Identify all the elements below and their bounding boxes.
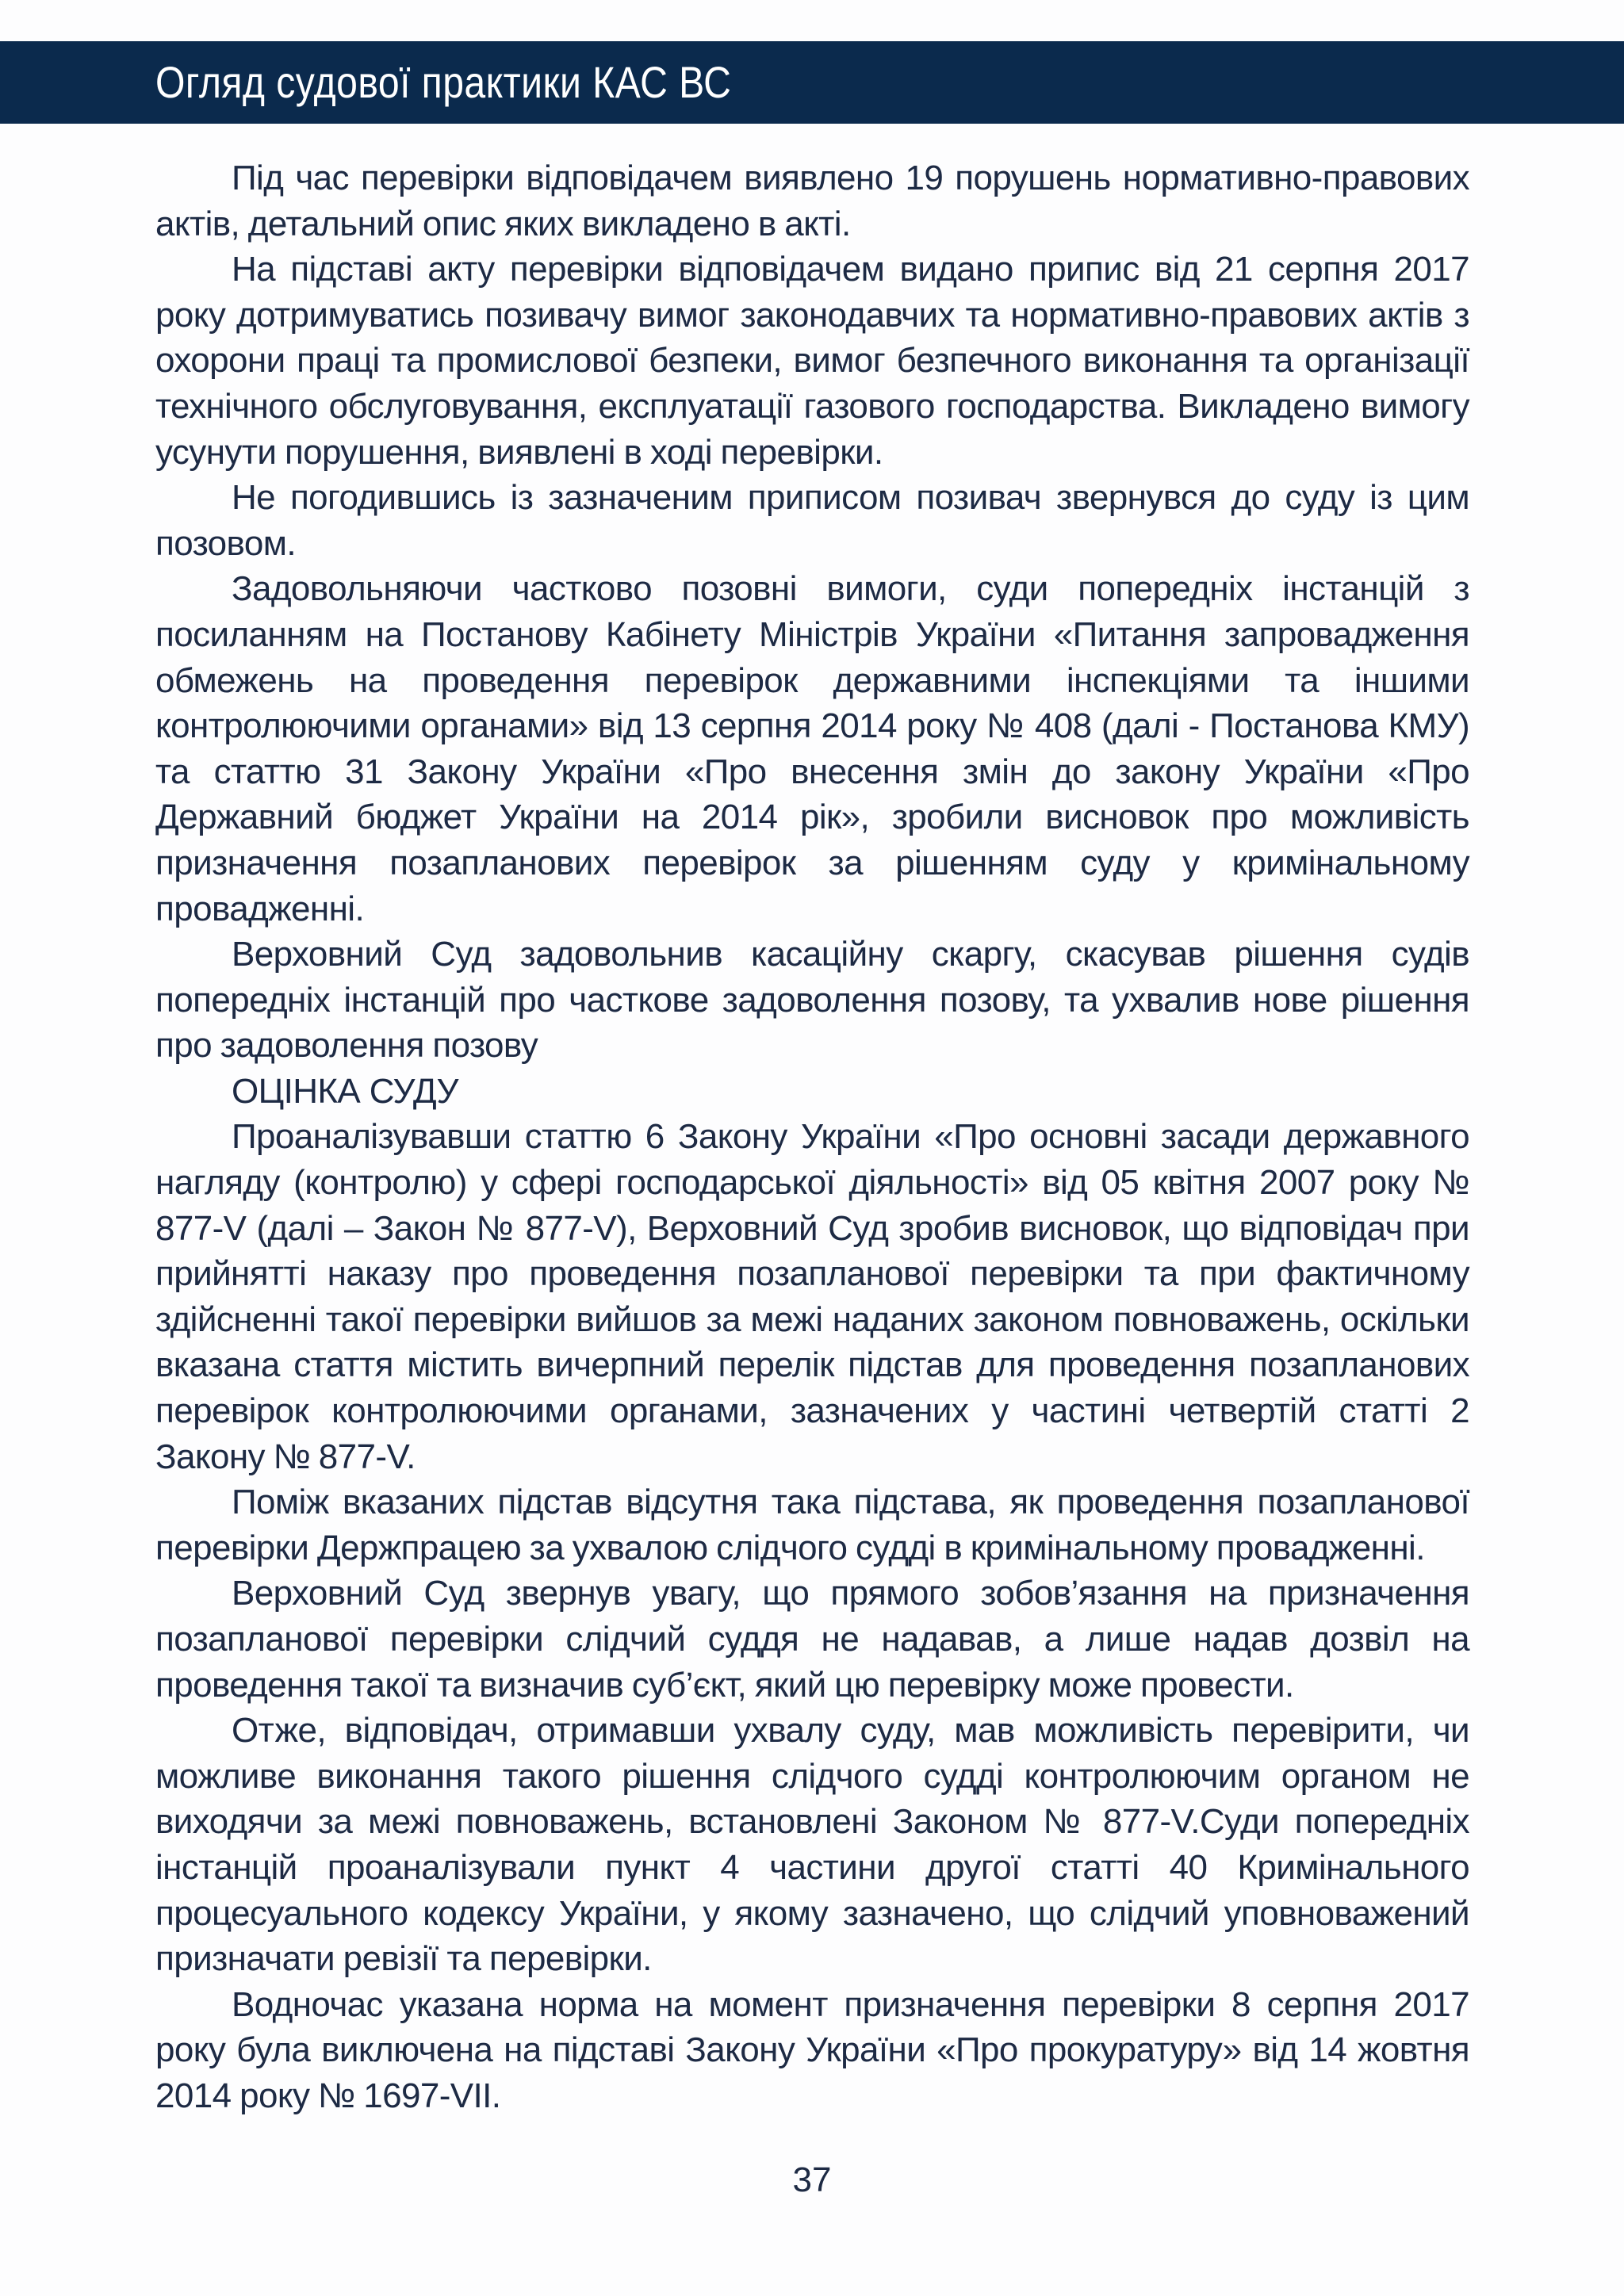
assessment-paragraph: Поміж вказаних підстав відсутня така підстава, як проведення позапланової перевірки Держпрацею за ухвалою слідчого судді в кримінальному провадженні. bbox=[155, 1483, 1469, 1567]
section-heading: ОЦІНКА СУДУ bbox=[232, 1071, 458, 1111]
page-number: 37 bbox=[792, 2160, 832, 2199]
body-paragraph: Задовольняючи частково позовні вимоги, суди попередніх інстанцій з посиланням на Постанову Кабінету Міністрів України «Питання запровадження обмежень на проведення перевірок державними інспекціями та іншими контролюючими органами» від 13 серпня 2014 року № 408 (далі - Постанова КМУ) та статтю 31 Закону України «Про внесення змін до закону України «Про Державний бюджет України на 2014 рік», зробили висновок про можливість призначення позапланових перевірок за рішенням суду у кримінальному провадженні. bbox=[155, 569, 1469, 928]
assessment-paragraph: Верховний Суд звернув увагу, що прямого зобов’язання на призначення позапланової перевірки слідчий суддя не надавав, а лише надав дозвіл на проведення такої та визначив суб’єкт, який цю перевірку може провести. bbox=[155, 1574, 1469, 1705]
assessment-paragraph: Отже, відповідач, отримавши ухвалу суду, мав можливість перевірити, чи можливе виконання такого рішення слідчого судді контролюючим органом не виходячи за межі повноважень, встановлені Законом № 877-V.Суди попередніх інстанцій проаналізували пункт 4 частини другої статті 40 Кримінального процесуального кодексу України, у якому зазначено, що слідчий уповноважений призначати ревізії та перевірки. bbox=[155, 1711, 1469, 1979]
body-paragraph: На підставі акту перевірки відповідачем видано припис від 21 серпня 2017 року дотримуватись позивачу вимог законодавчих та нормативно-правових актів з охорони праці та промислової безпеки, вимог безпечного виконання та організації технічного обслуговування, експлуатації газового господарства. Викладено вимогу усунути порушення, виявлені в ході перевірки. bbox=[155, 250, 1469, 472]
body-paragraph: Верховний Суд задовольнив касаційну скаргу, скасував рішення судів попередніх інстанцій про часткове задоволення позову, та ухвалив нове рішення про задоволення позову bbox=[155, 935, 1469, 1066]
body-paragraph: Не погодившись із зазначеним приписом позивач звернувся до суду із цим позовом. bbox=[155, 478, 1469, 563]
body-paragraph: Під час перевірки відповідачем виявлено 19 порушень нормативно-правових актів, детальний опис яких викладено в акті. bbox=[155, 159, 1469, 243]
assessment-paragraph: Проаналізувавши статтю 6 Закону України «Про основні засади державного нагляду (контролю) у сфері господарської діяльності» від 05 квітня 2007 року № 877-V (далі – Закон № 877-V), Верховний Суд зробив висновок, що відповідач при прийнятті наказу про проведення позапланової перевірки та при фактичному здійсненні такої перевірки вийшов за межі наданих законом повноважень, оскільки вказана стаття містить вичерпний перелік підстав для проведення позапланових перевірок контролюючими органами, зазначених у частині четвертій статті 2 Закону № 877-V. bbox=[155, 1117, 1469, 1476]
assessment-paragraph: Водночас указана норма на момент призначення перевірки 8 серпня 2017 року була виключена на підставі Закону України «Про прокуратуру» від 14 жовтня 2014 року № 1697-VII. bbox=[155, 1984, 1469, 2115]
document-body bbox=[155, 155, 1469, 2119]
header-bar bbox=[0, 41, 1624, 124]
header-title: Огляд судової практики КАС ВС bbox=[155, 57, 732, 107]
